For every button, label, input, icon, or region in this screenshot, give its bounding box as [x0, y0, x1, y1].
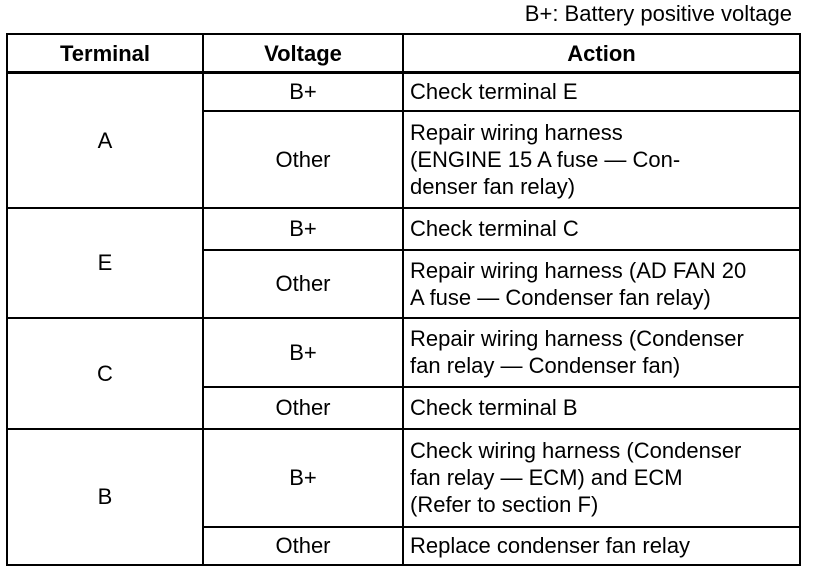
voltage-cell: B+: [203, 73, 403, 111]
battery-voltage-note: B+: Battery positive voltage: [524, 1, 792, 26]
action-line: (Refer to section F): [410, 492, 599, 517]
header-row: [7, 34, 800, 73]
action-line: (ENGINE 15 A fuse — Con-: [410, 146, 681, 172]
action-column-header: Action: [403, 34, 800, 73]
voltage-cell: Other: [203, 387, 403, 429]
terminal-cell: C: [7, 318, 203, 429]
table-row: [7, 73, 800, 111]
action-cell: [403, 387, 800, 429]
action-line: Repair wiring harness (AD FAN 20: [410, 257, 747, 283]
action-line: A fuse — Condenser fan relay): [410, 284, 711, 310]
terminal-voltage-action-table: [6, 33, 801, 566]
action-line: Repair wiring harness: [410, 119, 623, 145]
action-cell: [403, 527, 800, 565]
action-line: Check wiring harness (Condenser: [410, 438, 742, 463]
terminal-cell: E: [7, 208, 203, 318]
action-cell: [403, 111, 800, 208]
voltage-cell: Other: [203, 250, 403, 318]
voltage-cell: B+: [203, 429, 403, 527]
action-line: Repair wiring harness (Condenser: [410, 326, 744, 351]
action-line: Check terminal B: [410, 395, 578, 420]
voltage-cell: B+: [203, 318, 403, 387]
table-row: [7, 208, 800, 250]
action-line: Check terminal C: [410, 216, 579, 241]
voltage-column-header: Voltage: [203, 34, 403, 73]
action-line: fan relay — Condenser fan): [410, 353, 681, 378]
voltage-cell: B+: [203, 208, 403, 250]
action-line: denser fan relay): [410, 173, 576, 199]
action-line: fan relay — ECM) and ECM: [410, 465, 683, 490]
action-line: Replace condenser fan relay: [410, 533, 691, 558]
action-cell: [403, 318, 800, 387]
action-cell: [403, 429, 800, 527]
table-row: [7, 318, 800, 387]
table-row: [7, 429, 800, 527]
action-line: Check terminal E: [410, 79, 578, 105]
voltage-cell: Other: [203, 111, 403, 208]
voltage-cell: Other: [203, 527, 403, 565]
action-cell: [403, 208, 800, 250]
action-cell: [403, 73, 800, 111]
terminal-cell: A: [7, 73, 203, 208]
terminal-column-header: Terminal: [7, 34, 203, 73]
action-cell: [403, 250, 800, 318]
terminal-cell: B: [7, 429, 203, 565]
